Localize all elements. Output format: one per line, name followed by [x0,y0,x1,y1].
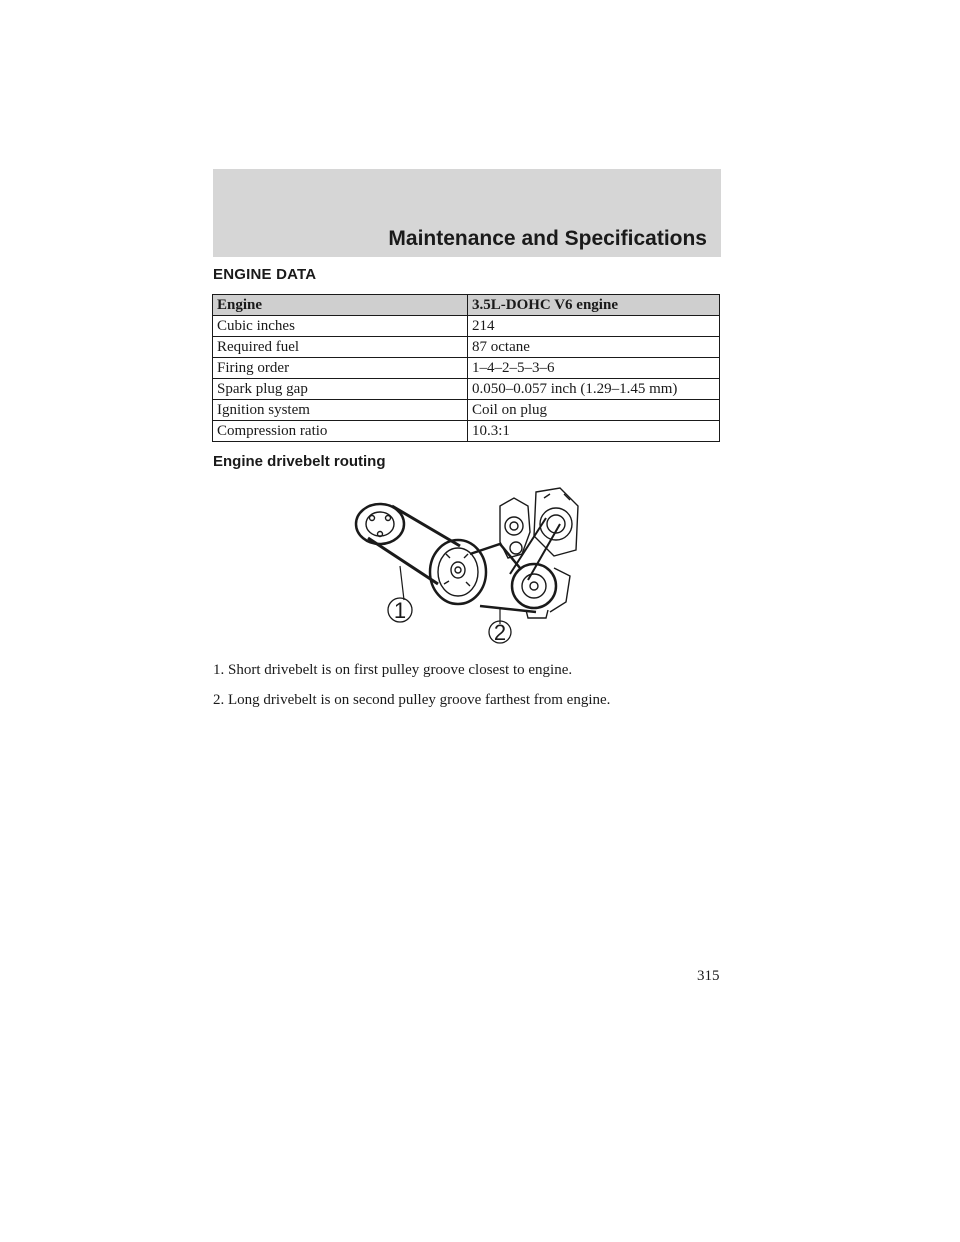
crankshaft-pulley [430,540,486,604]
table-cell: 1–4–2–5–3–6 [468,358,720,379]
table-row [213,379,720,400]
table-cell: Ignition system [213,400,468,421]
table-cell: Required fuel [213,337,468,358]
column-header: 3.5L-DOHC V6 engine [468,295,720,316]
table-cell: 87 octane [468,337,720,358]
table-cell: 10.3:1 [468,421,720,442]
callout-1: 1 [393,598,407,623]
table-header-row [213,295,720,316]
table-cell: 0.050–0.057 inch (1.29–1.45 mm) [468,379,720,400]
table-row [213,421,720,442]
page-number: 315 [697,968,720,984]
left-pulley [356,504,404,544]
engine-data-table [212,294,720,442]
note-1: 1. Short drivebelt is on first pulley groove closest to engine. [213,662,573,678]
table-cell: Compression ratio [213,421,468,442]
section-heading: ENGINE DATA [213,266,317,283]
header-band [213,169,721,257]
drivebelt-diagram [350,484,590,644]
table-cell: Cubic inches [213,316,468,337]
table-cell: Firing order [213,358,468,379]
table-row [213,358,720,379]
table-row [213,316,720,337]
table-row [213,400,720,421]
note-2: 2. Long drivebelt is on second pulley groove farthest from engine. [213,692,611,708]
page-title: Maintenance and Specifications [388,227,707,250]
table-cell: Spark plug gap [213,379,468,400]
table-cell: 214 [468,316,720,337]
callout-2: 2 [493,620,507,644]
alternator [534,488,578,556]
table-row [213,337,720,358]
column-header: Engine [213,295,468,316]
drivebelt-heading: Engine drivebelt routing [213,453,386,470]
table-cell: Coil on plug [468,400,720,421]
